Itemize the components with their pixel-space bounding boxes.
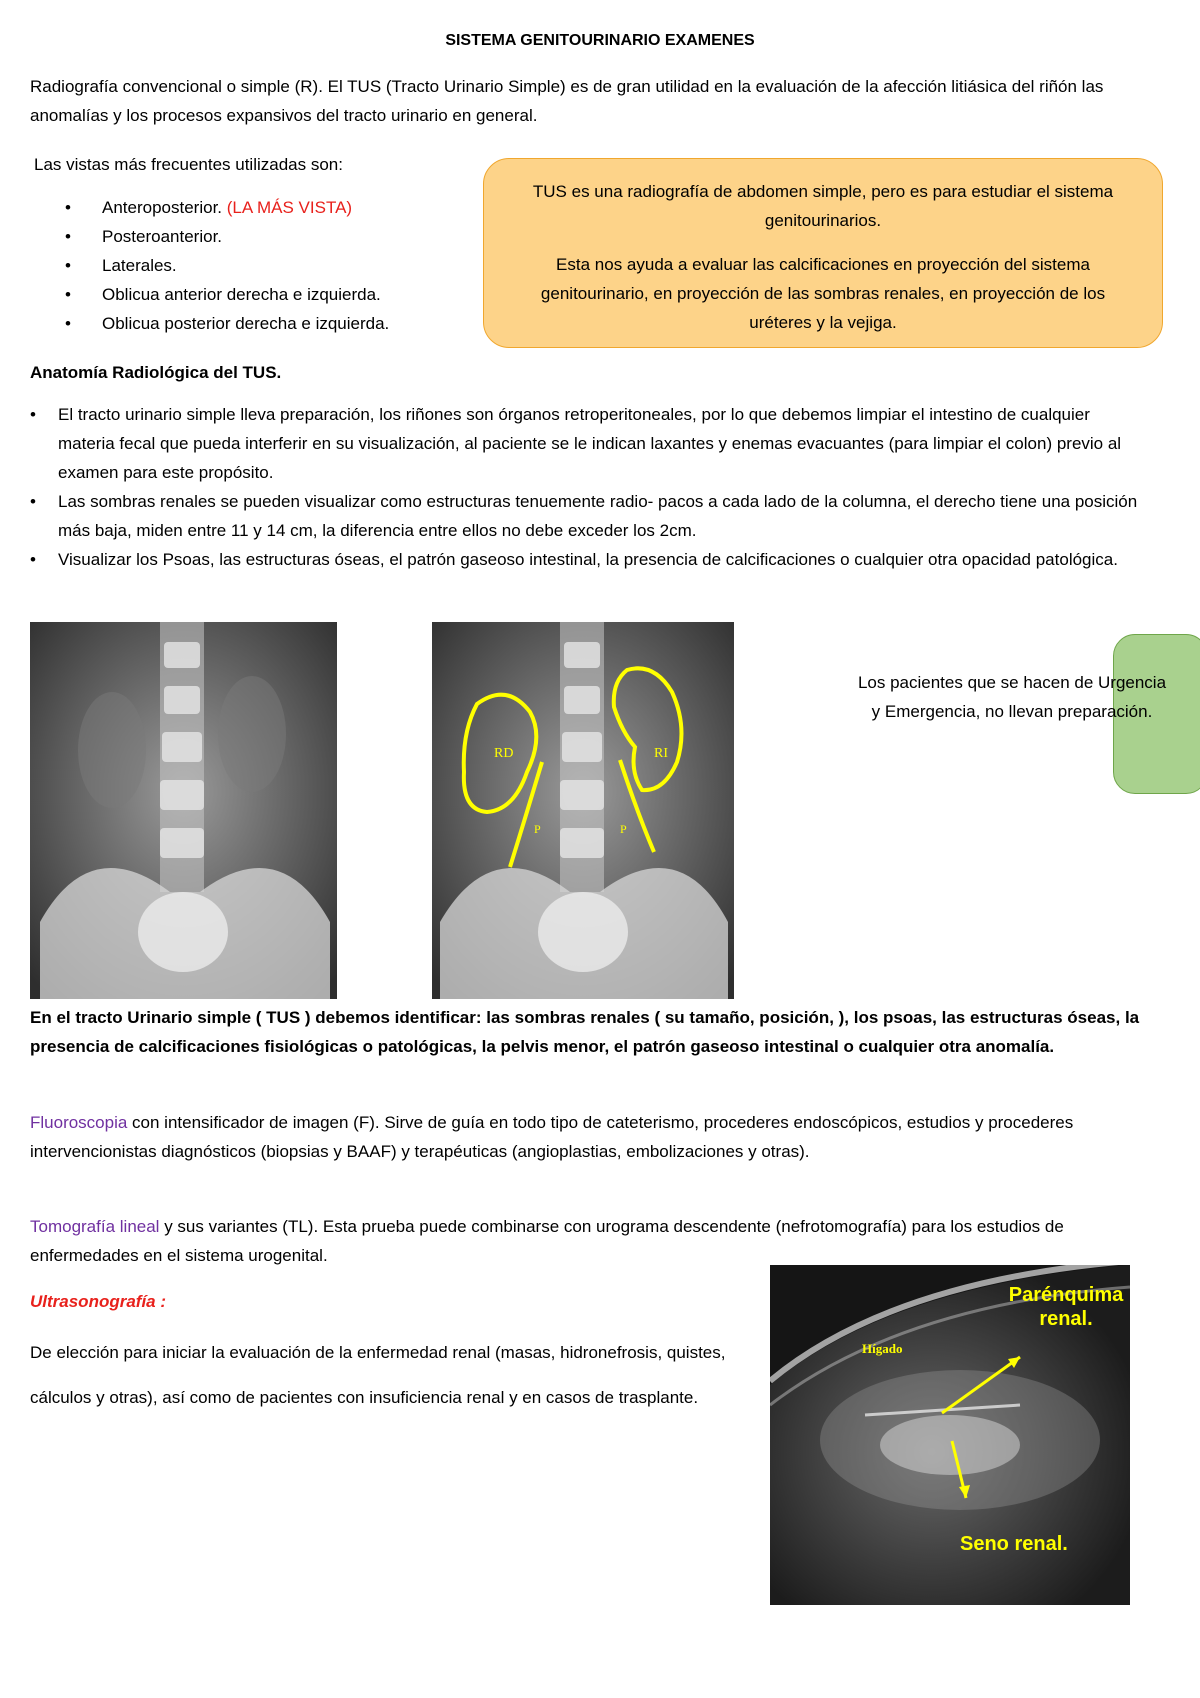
page-title: SISTEMA GENITOURINARIO EXAMENES — [445, 32, 755, 49]
fluoroscopia-text: con intensificador de imagen (F). Sirve de guía en todo tipo de cateterismo, procederes endoscópicos, estudios y procederes intervencionistas diagnósticos (biopsias y BAAF) y terapéuticas (angioplastias, embolizaciones y otras). — [30, 1113, 1074, 1161]
tus-callout-box — [483, 158, 1163, 348]
ultrasound-image — [770, 1265, 1130, 1605]
list-item — [65, 193, 389, 222]
label-parenquima: Parénquima renal. — [1008, 1284, 1124, 1330]
list-item: • El tracto urinario simple lleva preparación, los riñones son órganos retroperitoneales, por lo que debemos limpiar el intestino de cualquier materia fecal que pueda interferir en su visualización, al paciente se le indican laxantes y enemas evacuantes (para limpiar el colon) previo al examen para este propósito. — [30, 400, 1150, 487]
xray-label-rd: RD — [494, 746, 514, 761]
label-seno: Seno renal. — [960, 1533, 1068, 1555]
vistas-heading: Las vistas más frecuentes utilizadas son: — [34, 155, 343, 174]
list-item: • Las sombras renales se pueden visualizar como estructuras tenuemente radio- pacos a cada lado de la columna, el derecho tiene una posición más baja, miden entre 11 y 14 cm, la diferencia entre ellos no debe exceder los 2cm. — [30, 487, 1150, 545]
label-higado: Hígado — [862, 1341, 903, 1356]
fluoroscopia-term: Fluoroscopia — [30, 1113, 128, 1132]
list-item — [65, 309, 389, 338]
vista-label: Laterales. — [102, 256, 177, 275]
list-item — [65, 222, 389, 251]
list-item — [65, 251, 389, 280]
fluoroscopia-paragraph — [30, 1108, 1150, 1166]
tomografia-text: y sus variantes (TL). Esta prueba puede combinarse con urograma descendente (nefrotomografía) para los estudios de enfermedades en el sistema urogenital. — [30, 1217, 1064, 1265]
identify-paragraph: En el tracto Urinario simple ( TUS ) debemos identificar: las sombras renales ( su tamaño, posición, ), los psoas, las estructuras óseas, la presencia de calcificaciones fisiológicas o patológicas, la pelvis menor, el patrón gaseoso intestinal o cualquier otra anomalía. — [30, 1008, 1140, 1056]
xray-label-ri: RI — [654, 746, 668, 761]
vista-label: Oblicua posterior derecha e izquierda. — [102, 314, 390, 333]
tus-callout-p1: TUS es una radiografía de abdomen simple, pero es para estudiar el sistema genitourinarios. — [532, 182, 1114, 230]
urgency-note: Los pacientes que se hacen de Urgencia y Emergencia, no llevan preparación. — [857, 673, 1167, 721]
vista-highlight: (LA MÁS VISTA) — [226, 198, 353, 217]
vista-label: Anteroposterior. — [102, 198, 223, 217]
xray-label-p-right: P — [534, 822, 541, 836]
xray-image-annotated — [432, 622, 734, 999]
anatomy-list — [30, 400, 1150, 574]
vistas-list — [65, 193, 389, 338]
list-item — [65, 280, 389, 309]
tomografia-paragraph — [30, 1212, 1150, 1270]
anatomy-heading: Anatomía Radiológica del TUS. — [30, 363, 282, 382]
tus-callout-p2: Esta nos ayuda a evaluar las calcificaciones en proyección del sistema genitourinario, en proyección de las sombras renales, en proyección de los uréteres y la vejiga. — [540, 255, 1106, 332]
xray-image-plain — [30, 622, 337, 999]
list-item: • Visualizar los Psoas, las estructuras óseas, el patrón gaseoso intestinal, la presencia de calcificaciones o cualquier otra opacidad patológica. — [30, 545, 1150, 574]
xray-label-p-left: P — [620, 822, 627, 836]
ultrasonografia-heading: Ultrasonografía : — [30, 1292, 167, 1311]
vista-label: Oblicua anterior derecha e izquierda. — [102, 285, 381, 304]
ultrasonografia-body: De elección para iniciar la evaluación de la enfermedad renal (masas, hidronefrosis, quistes, cálculos y otras), así como de pacientes con insuficiencia renal y en casos de trasplante. — [30, 1343, 726, 1407]
intro-paragraph: Radiografía convencional o simple (R). El TUS (Tracto Urinario Simple) es de gran utilidad en la evaluación de la afección litiásica del riñón las anomalías y los procesos expansivos del tracto urinario en general. — [30, 77, 1104, 125]
vista-label: Posteroanterior. — [102, 227, 223, 246]
tomografia-term: Tomografía lineal — [30, 1217, 160, 1236]
